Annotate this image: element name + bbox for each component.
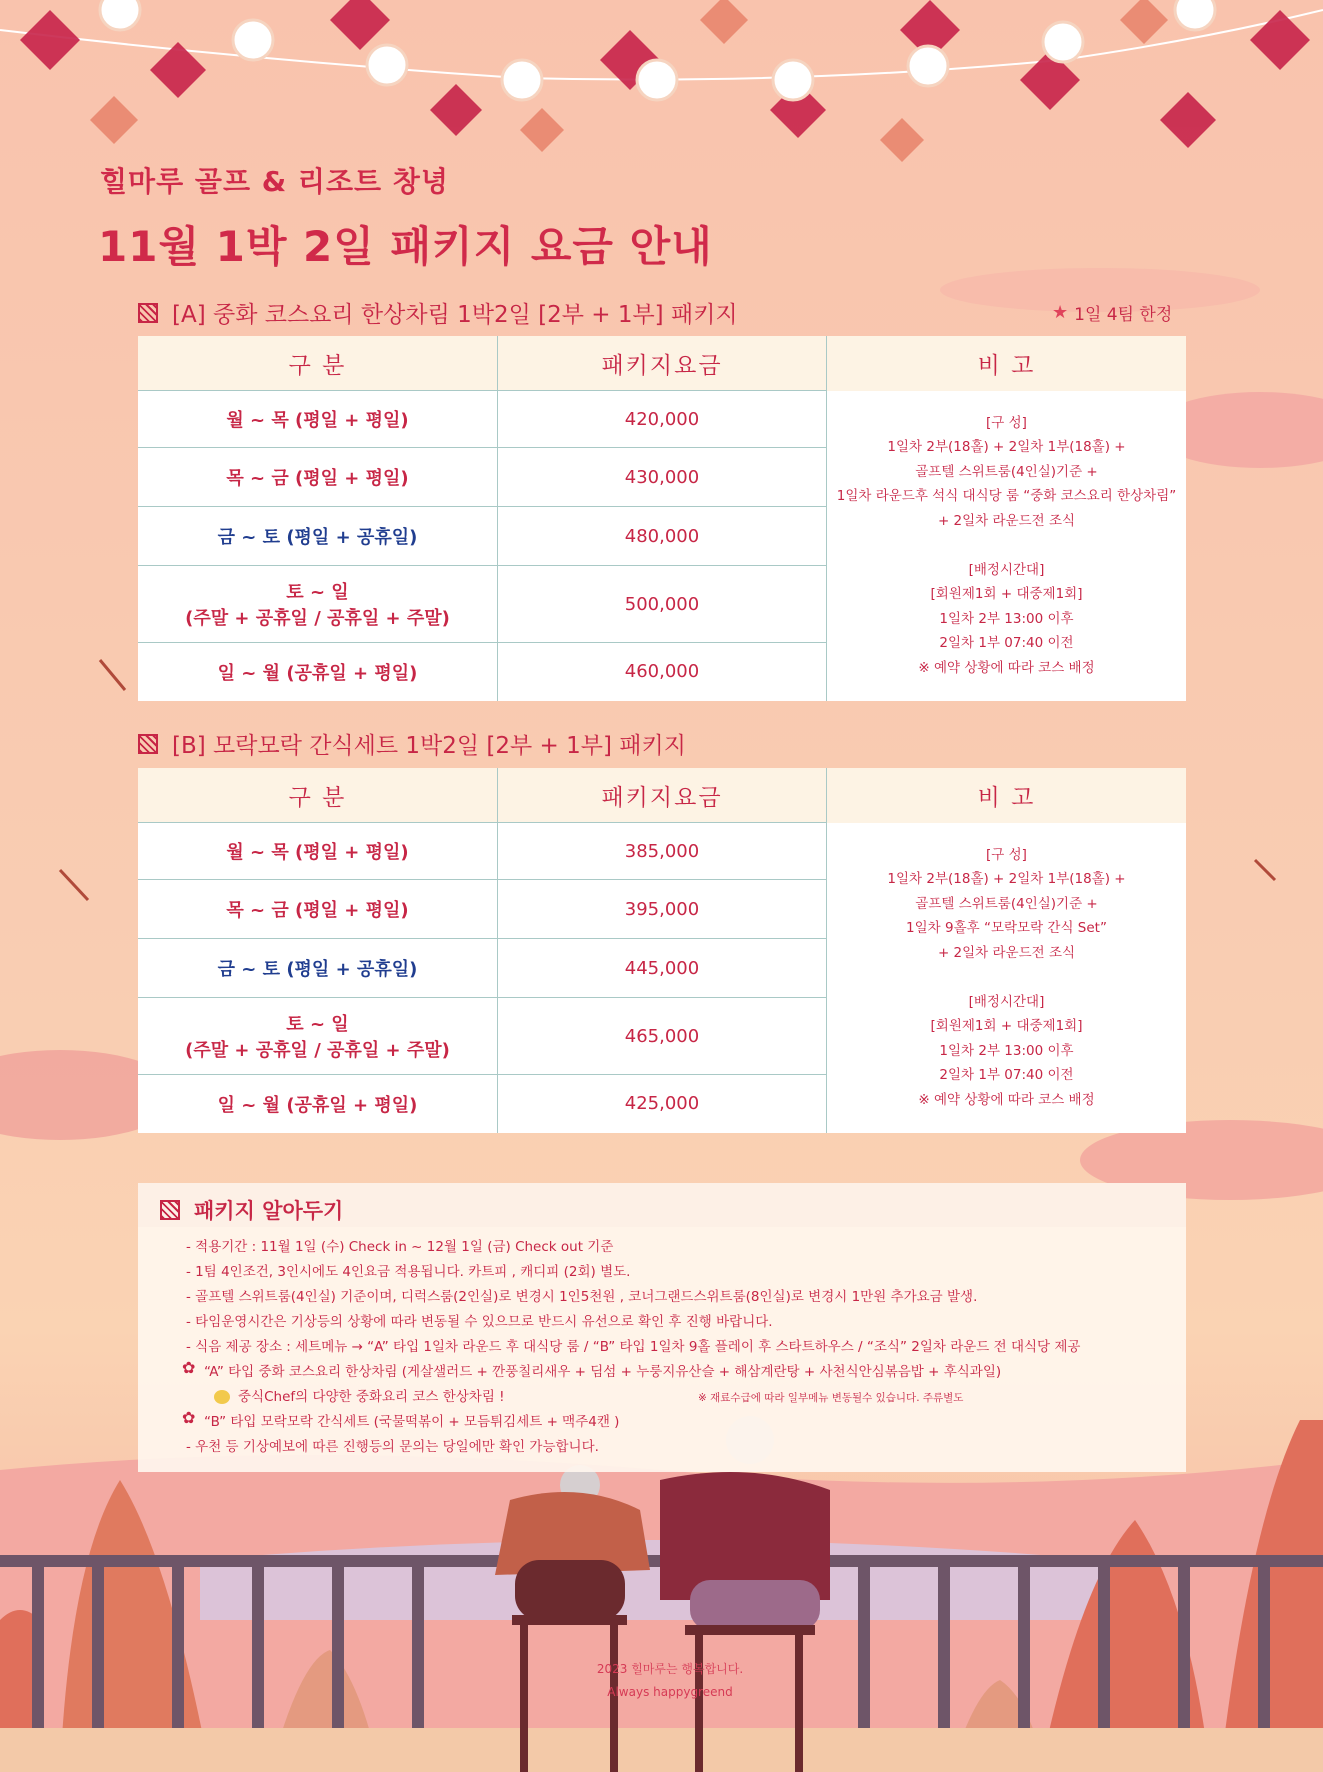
section-pattern-icon	[138, 734, 158, 754]
column-header-price: 패키지요금	[498, 336, 827, 391]
column-header-price: 패키지요금	[498, 768, 827, 823]
package-notice-box	[138, 1183, 1186, 1472]
row-category: 금 ~ 토 (평일 + 공휴일)	[138, 507, 498, 566]
table-row	[138, 823, 1186, 880]
package-b-note	[827, 823, 1187, 1133]
note-line: 1일차 9홀후 “모락모락 간식 Set”	[906, 920, 1107, 937]
note-line: 2일차 1부 07:40 이전	[939, 1067, 1074, 1084]
row-price: 430,000	[498, 448, 827, 507]
notice-line: - 식음 제공 장소 : 세트메뉴 → “A” 타입 1일차 라운드 후 대식당 룸 / “B” 타입 1일차 9홀 플레이 후 스타트하우스 / “조식” 2일차 라운드 전 대식당 제공	[186, 1339, 1081, 1355]
footer-slogan	[560, 1658, 780, 1704]
row-category: 월 ~ 목 (평일 + 평일)	[138, 391, 498, 448]
row-price: 385,000	[498, 823, 827, 880]
package-a-note	[827, 391, 1187, 701]
column-header-note: 비 고	[827, 336, 1187, 391]
package-b-title: [B] 모락모락 간식세트 1박2일 [2부 + 1부] 패키지	[172, 733, 686, 759]
note-line: [배정시간대]	[968, 993, 1045, 1010]
package-a-title: [A] 중화 코스요리 한상차림 1박2일 [2부 + 1부] 패키지	[172, 302, 738, 328]
column-header-note: 비 고	[827, 768, 1187, 823]
table-header-row	[138, 336, 1186, 391]
row-price: 465,000	[498, 998, 827, 1075]
row-price: 445,000	[498, 939, 827, 998]
note-line: 1일차 라운드후 석식 대식당 룸 “중화 코스요리 한상차림”	[836, 488, 1177, 505]
note-line: [회원제1회 + 대중제1회]	[930, 1018, 1083, 1035]
column-header-category: 구 분	[138, 336, 498, 391]
package-b-heading	[138, 727, 686, 760]
note-line: [구 성]	[986, 414, 1027, 431]
notice-menu-a: ✿ “A” 타입 중화 코스요리 한상차림 (게살샐러드 + 깐풍칠리새우 + 딤섬 + 누룽지유산슬 + 해삼계란탕 + 사천식안심볶음밥 + 후식과일)	[204, 1360, 1001, 1380]
notice-line: - 1팀 4인조건, 3인시에도 4인요금 적용됩니다. 카트피 , 캐디피 (2회) 별도.	[186, 1264, 631, 1280]
page-title: 11월 1박 2일 패키지 요금 안내	[98, 222, 713, 271]
note-line: ※ 예약 상황에 따라 코스 배정	[918, 1091, 1095, 1108]
row-category: 목 ~ 금 (평일 + 평일)	[138, 880, 498, 939]
menu-disclaimer: ※ 재료수급에 따라 일부메뉴 변동될수 있습니다. 주류별도	[698, 1392, 964, 1404]
note-line: 1일차 2부(18홀) + 2일차 1부(18홀) +	[887, 871, 1126, 888]
note-line: 골프텔 스위트룸(4인실)기준 +	[915, 895, 1098, 912]
star-icon: ★	[1052, 302, 1069, 323]
chef-note-text: 중식Chef의 다양한 중화요리 코스 한상차림 !	[238, 1389, 505, 1405]
chef-icon	[214, 1390, 230, 1404]
row-price: 395,000	[498, 880, 827, 939]
row-price: 480,000	[498, 507, 827, 566]
note-spacer	[828, 965, 1185, 990]
note-spacer	[828, 533, 1185, 558]
notice-title-text: 패키지 알아두기	[194, 1199, 344, 1223]
chef-note	[214, 1385, 505, 1405]
row-category: 월 ~ 목 (평일 + 평일)	[138, 823, 498, 880]
row-price: 500,000	[498, 566, 827, 643]
note-line: [회원제1회 + 대중제1회]	[930, 586, 1083, 603]
row-category-line1: 토 ~ 일	[286, 1014, 349, 1035]
note-line: 골프텔 스위트룸(4인실)기준 +	[915, 463, 1098, 480]
slogan-line2: Always happygreend	[607, 1685, 733, 1699]
column-header-category: 구 분	[138, 768, 498, 823]
package-a-table	[138, 336, 1186, 701]
row-category: 금 ~ 토 (평일 + 공휴일)	[138, 939, 498, 998]
notice-line: - 적용기간 : 11월 1일 (수) Check in ~ 12월 1일 (금) Check out 기준	[186, 1239, 614, 1255]
row-category: 일 ~ 월 (공휴일 + 평일)	[138, 1075, 498, 1133]
table-row	[138, 391, 1186, 448]
note-line: 1일차 2부 13:00 이후	[939, 1042, 1074, 1059]
resort-subtitle: 힐마루 골프 & 리조트 창녕	[100, 165, 449, 198]
daily-limit-text: 1일 4팀 한정	[1074, 305, 1173, 325]
note-line: [배정시간대]	[968, 561, 1045, 578]
note-line: ※ 예약 상황에 따라 코스 배정	[918, 659, 1095, 676]
row-category-line2: (주말 + 공휴일 / 공휴일 + 주말)	[185, 608, 450, 629]
row-price: 420,000	[498, 391, 827, 448]
row-price: 425,000	[498, 1075, 827, 1133]
row-category: 일 ~ 월 (공휴일 + 평일)	[138, 643, 498, 701]
note-line: + 2일차 라운드전 조식	[937, 512, 1076, 529]
note-line: 1일차 2부(18홀) + 2일차 1부(18홀) +	[887, 439, 1126, 456]
notice-heading	[160, 1195, 343, 1225]
row-category-line1: 토 ~ 일	[286, 582, 349, 603]
slogan-line1: 2023 힐마루는 행복합니다.	[596, 1662, 744, 1676]
row-category: 목 ~ 금 (평일 + 평일)	[138, 448, 498, 507]
section-pattern-icon	[160, 1200, 180, 1220]
row-category-weekend	[138, 998, 498, 1075]
notice-line: - 타임운영시간은 기상등의 상황에 따라 변동될 수 있으므로 반드시 유선으로 확인 후 진행 바랍니다.	[186, 1314, 773, 1330]
row-category-line2: (주말 + 공휴일 / 공휴일 + 주말)	[185, 1040, 450, 1061]
package-b-table	[138, 768, 1186, 1133]
notice-menu-b: ✿ “B” 타입 모락모락 간식세트 (국물떡볶이 + 모듬튀김세트 + 맥주4캔 )	[204, 1410, 619, 1430]
note-line: + 2일차 라운드전 조식	[937, 944, 1076, 961]
note-line: 1일차 2부 13:00 이후	[939, 610, 1074, 627]
row-price: 460,000	[498, 643, 827, 701]
table-header-row	[138, 768, 1186, 823]
section-pattern-icon	[138, 303, 158, 323]
note-line: [구 성]	[986, 846, 1027, 863]
note-line: 2일차 1부 07:40 이전	[939, 635, 1074, 652]
notice-line: - 우천 등 기상예보에 따른 진행등의 문의는 당일에만 확인 가능합니다.	[186, 1439, 599, 1455]
package-a-heading	[138, 296, 738, 329]
daily-limit-badge	[1052, 300, 1172, 325]
notice-line: - 골프텔 스위트룸(4인실) 기준이며, 디럭스룸(2인실)로 변경시 1인5천원 , 코너그랜드스위트룸(8인실)로 변경시 1만원 추가요금 발생.	[186, 1289, 978, 1305]
row-category-weekend	[138, 566, 498, 643]
